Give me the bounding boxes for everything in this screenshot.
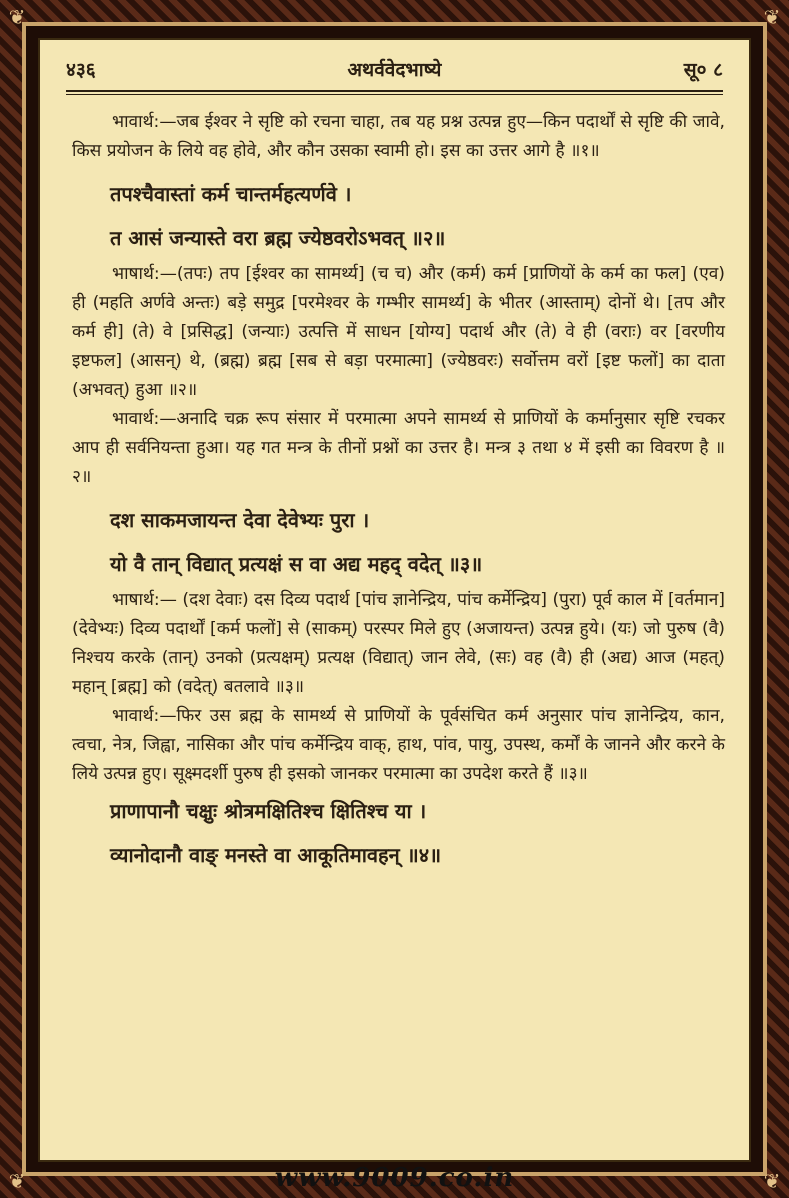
sukta-number: सू० ८	[683, 59, 723, 81]
commentary-paragraph: भाषार्थ:— (दश देवाः) दस दिव्य पदार्थ [पांच ज्ञानेन्द्रिय, पांच कर्मेन्द्रिय] (पुरा) पूर्व काल में [वर्तमान] (देवेभ्यः) दिव्य पदार्थों [कर्म फलों] से (साकम्) परस्पर मिले हुए (अजायन्त) उत्पन्न हुये। (यः) जो पुरुष (वै) निश्चय करके (तान्) उनको (प्रत्यक्षम्) प्रत्यक्ष (विद्यात्) जान लेवे, (सः) वह (वै) ही (अद्य) आज (महत्) महान् [ब्रह्म] को (वदेत्) बतलावे ॥३॥	[72, 590, 725, 697]
corner-ornament-icon: ❦	[8, 5, 26, 29]
header-rule	[66, 90, 723, 95]
commentary-paragraph: भाषार्थ:—(तपः) तप [ईश्वर का सामर्थ्य] (च च) और (कर्म) कर्म [प्राणियों के कर्म का फल] (एव) ही (महति अर्णवे अन्तः) बड़े समुद्र [परमेश्वर के गम्भीर सामर्थ्य] के भीतर (आस्ताम्) दोनों थे। [तप और कर्म ही] (ते) वे [प्रसिद्ध] (जन्याः) उत्पत्ति में साधन [योग्य] पदार्थ और (ते) वे ही (वराः) वर [वरणीय इष्टफल] (आसन्) थे, (ब्रह्म) ब्रह्म [सब से बड़ा परमात्मा] (ज्येष्ठवरः) सर्वोत्तम वरों [इष्ट फलों] का दाता (अभवत्) हुआ ॥२॥	[72, 264, 725, 400]
mantra-line: त आसं जन्यास्ते वरा ब्रह्म ज्येष्ठवरोऽभवत् ॥२॥	[110, 226, 446, 250]
mantra-line: व्यानोदानौ वाङ् मनस्ते वा आकूतिमावहन् ॥४॥	[110, 843, 442, 867]
page-number: ४३६	[66, 59, 96, 81]
page-body	[72, 108, 725, 877]
mantra-line: यो वै तान् विद्यात् प्रत्यक्षं स वा अद्य महद् वदेत् ॥३॥	[110, 552, 483, 576]
corner-ornament-icon: ❦	[763, 5, 781, 29]
website-footer: www.9009.co.in	[274, 1163, 515, 1193]
commentary-paragraph: भावार्थ:—फिर उस ब्रह्म के सामर्थ्य से प्राणियों के पूर्वसंचित कर्म अनुसार पांच ज्ञानेन्द्रिय, कान, त्वचा, नेत्र, जिह्वा, नासिका और पांच कर्मेन्द्रिय वाक्, हाथ, पांव, पायु, उपस्थ, कर्मों के जानने और करने के लिये उत्पन्न हुए। सूक्ष्मदर्शी पुरुष ही इसको जानकर परमात्मा का उपदेश करते हैं ॥३॥	[72, 706, 725, 784]
mantra-line: तपश्चैवास्तां कर्म चान्तर्महत्यर्णवे ।	[110, 182, 352, 206]
commentary-paragraph: भावार्थ:—जब ईश्वर ने सृष्टि को रचना चाहा, तब यह प्रश्न उत्पन्न हुए—किन पदार्थों से सृष्टि की जावे, किस प्रयोजन के लिये वह होवे, और कौन उसका स्वामी हो। इस का उत्तर आगे है ॥१॥	[72, 112, 725, 161]
running-title: अथर्ववेदभाष्ये	[347, 59, 442, 81]
book-page	[38, 38, 751, 1162]
corner-ornament-icon: ❦	[763, 1169, 781, 1193]
mantra-line: दश साकमजायन्त देवा देवेभ्यः पुरा ।	[110, 508, 370, 532]
mantra-line: प्राणापानौ चक्षुः श्रोत्रमक्षितिश्च क्षितिश्च या ।	[110, 799, 427, 823]
commentary-paragraph: भावार्थ:—अनादि चक्र रूप संसार में परमात्मा अपने सामर्थ्य से प्राणियों के कर्मानुसार सृष्टि रचकर आप ही सर्वनियन्ता हुआ। यह गत मन्त्र के तीनों प्रश्नों का उत्तर है। मन्त्र ३ तथा ४ में इसी का विवरण है ॥२॥	[72, 409, 725, 487]
corner-ornament-icon: ❦	[8, 1169, 26, 1193]
page-header	[58, 52, 731, 88]
